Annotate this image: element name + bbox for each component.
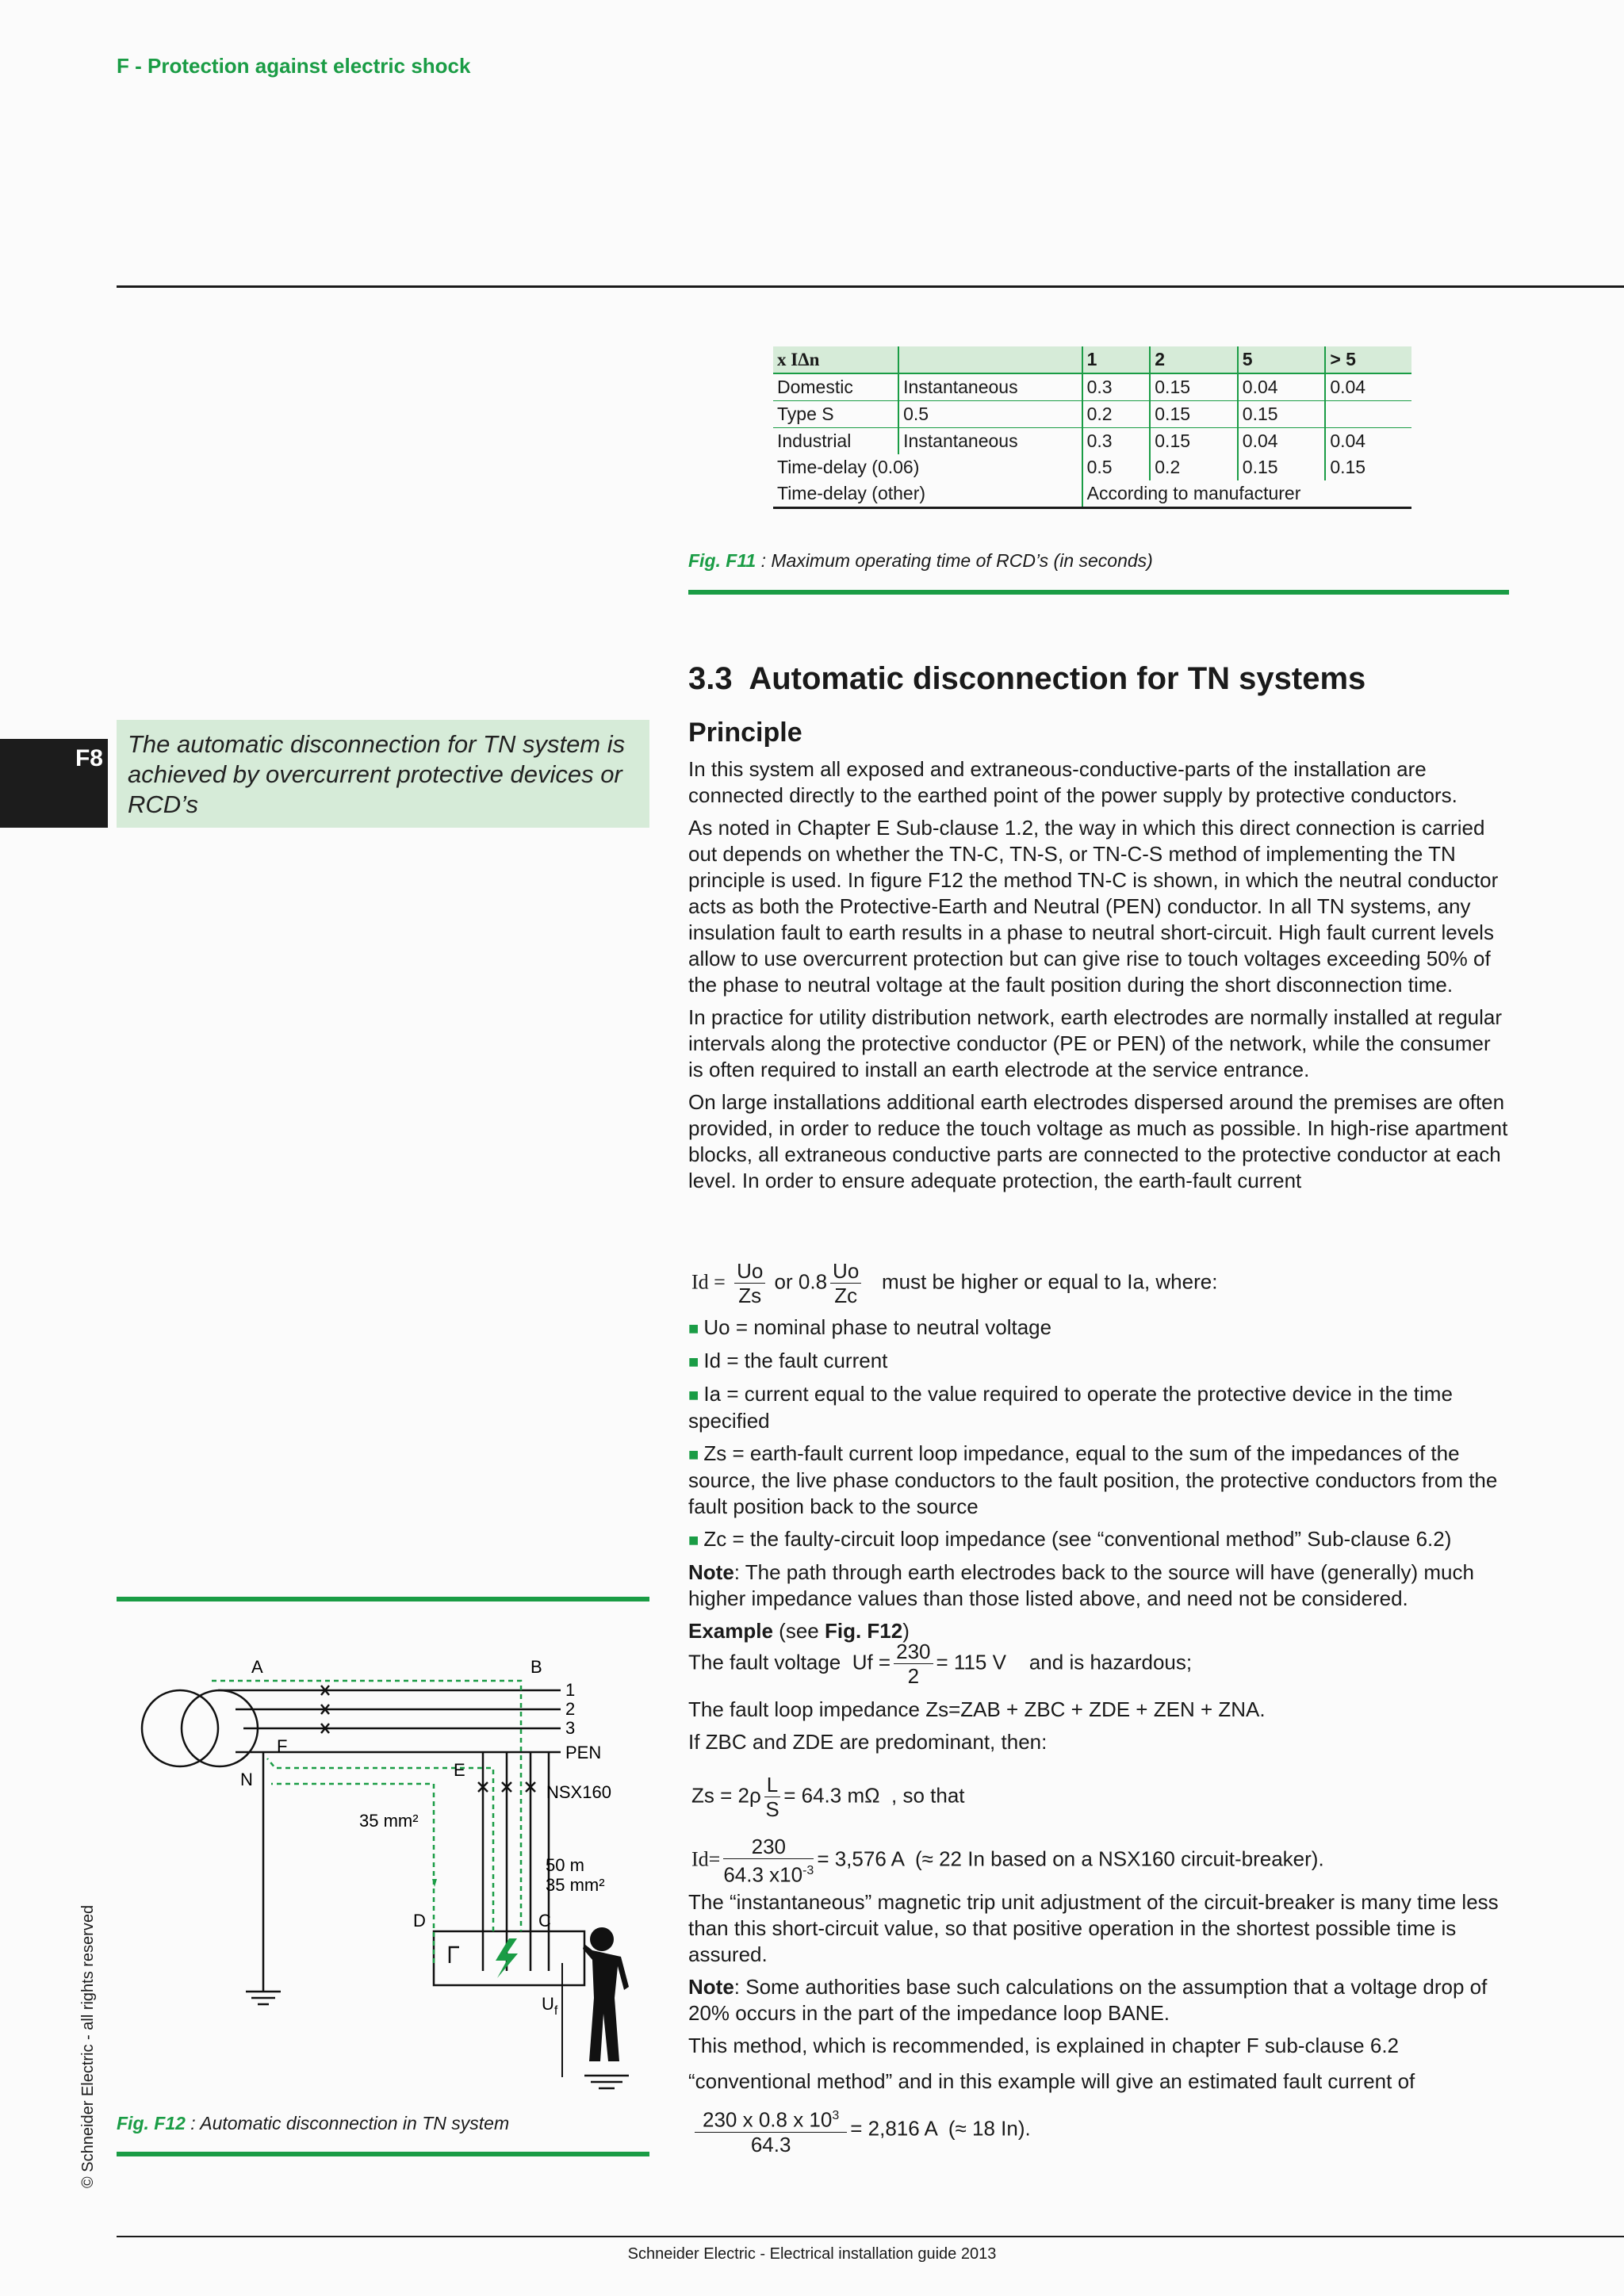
label-uf: $U_f$ [542,1994,558,2018]
table-row [773,401,1411,428]
table-cell: According to manufacturer [1082,480,1411,508]
label-c: C [538,1911,551,1931]
fig-f11-rule [688,590,1509,595]
fig-f12-top-rule [117,1597,649,1601]
example-heading: Example (see Fig. F12) [688,1619,910,1643]
fault-path [450,1947,459,1963]
note: Note: Some authorities base such calculations on the assumption that a voltage drop of 20% occurs in the part of the impedance loop BANE. [688,1975,1488,2025]
table-cell: Domestic [773,373,898,401]
label-line-1: 1 [565,1680,576,1700]
table-cell: 0.15 [1150,401,1238,428]
chapter-tab: F8 [0,739,108,828]
table-cell: 0.5 [1082,454,1151,480]
copyright-notice: © Schneider Electric - all rights reserved [79,1904,97,2188]
paragraph: On large installations additional earth electrodes dispersed around the premises are often provided, in order to reduce the touch voltage as much as possible. In high-rise apartment blocks, all extraneous conductive parts are connected to the protective conductor at each level. In order to ensure adequate protection, the earth-fault current [688,1090,1508,1192]
table-cell: 0.15 [1150,373,1238,401]
label-35mm-2: 35 mm² [546,1875,605,1895]
table-cell: 0.15 [1325,454,1411,480]
label-35mm-1: 35 mm² [359,1811,419,1831]
label-50m: 50 m [546,1855,584,1875]
table-cell: Instantaneous [898,428,1082,455]
table-cell: 0.3 [1082,373,1151,401]
paragraph: “conventional method” and in this example will give an estimated fault current of [688,2069,1415,2093]
subsection-heading: Principle [688,718,802,748]
table-cell: 0.15 [1238,454,1326,480]
table-cell [1325,401,1411,428]
table-row [773,373,1411,401]
bottom-rule [117,2236,1624,2237]
definition-list [688,1314,1509,1651]
conclusion-text [688,1889,1509,2101]
label-e: E [454,1760,465,1780]
principle-text [688,756,1509,1200]
zs-formula: Zs = 2ρ $\frac{L}{S}$ = 64.3 mΩ , so that [691,1773,965,1821]
table-head-cell: 1 [1082,346,1151,373]
label-nsx160: NSX160 [546,1782,611,1802]
earth-symbol [246,1992,281,2004]
table-header-row [773,346,1411,373]
label-n: N [240,1770,253,1789]
label-pen: PEN [565,1743,602,1762]
paragraph: In practice for utility distribution network, earth electrodes are normally installed at regular intervals along the protective conductor (PE or PEN) of the network, while the consumer is often required to install an earth electrode at the service entrance. [688,1005,1503,1081]
table-head-cell: > 5 [1325,346,1411,373]
table-cell: Type S [773,401,898,428]
fig-f12-caption: Fig. F12 : Automatic disconnection in TN system [117,2113,510,2133]
table-row [773,480,1411,508]
paragraph: If ZBC and ZDE are predominant, then: [688,1730,1048,1754]
top-rule [117,285,1624,288]
tn-system-diagram [117,1649,649,2093]
table-cell: 0.3 [1082,428,1151,455]
person-icon [583,1927,629,2061]
list-item: ■ Ia = current equal to the value required to operate the protective device in the time specified [688,1381,1509,1434]
table-cell: 0.04 [1238,428,1326,455]
label-d: D [413,1911,426,1931]
page-footer: Schneider Electric - Electrical installation guide 2013 [627,2245,997,2263]
loop-impedance-text [688,1697,1509,1762]
fault-flash-icon [496,1938,518,1978]
label-a: A [251,1657,263,1677]
table-cell: 0.04 [1325,373,1411,401]
rcd-time-table [773,346,1411,509]
label-b: B [530,1657,542,1677]
note: Note: The path through earth electrodes back to the source will have (generally) much higher impedance values than those listed above, and need not be considered. [688,1560,1474,1610]
fault-voltage-formula: The fault voltage Uf = $\frac{230}{2}$ = 115 V and is hazardous; [688,1640,1193,1688]
table-cell: 0.15 [1150,428,1238,455]
paragraph: In this system all exposed and extraneous-conductive-parts of the installation are connected directly to the earthed point of the power supply by protective conductors. [688,757,1457,807]
fig-f11-caption: Fig. F11 : Maximum operating time of RCD’s (in seconds) [688,550,1153,571]
table-cell: 0.5 [898,401,1082,428]
label-f: F [277,1736,288,1756]
table-cell: Instantaneous [898,373,1082,401]
table-cell: 0.15 [1238,401,1326,428]
fault-current-formula: Id = $\frac{Uo}{Zs}$ or 0.8 $\frac{Uo}{Zc}$ must be higher or equal to Ia, where: [691,1259,1218,1307]
paragraph: The “instantaneous” magnetic trip unit adjustment of the circuit-breaker is many time less than this short-circuit value, so that positive operation in the shortest possible time is assured. [688,1890,1499,1966]
table-row [773,454,1411,480]
table-head-cell: 2 [1150,346,1238,373]
id-formula: Id= $\frac{230}{64.3 x10^{-3}}$ = 3,576 A (≈ 22 In based on a NSX160 circuit-breaker). [691,1835,1324,1887]
fig-f12-bottom-rule [117,2152,649,2156]
table-cell: Industrial [777,430,852,451]
table-head-cell: x IΔn [773,346,898,373]
list-item: ■ Uo = nominal phase to neutral voltage [688,1314,1509,1341]
paragraph: The fault loop impedance Zs=ZAB + ZBC + ZDE + ZEN + ZNA. [688,1697,1266,1721]
table-cell: 0.04 [1325,428,1411,455]
list-item: ■ Zs = earth-fault current loop impedance, equal to the sum of the impedances of the source, the live phase conductors to the fault position, the protective conductors from the fault position back to the source [688,1441,1509,1520]
section-heading: 3.3 Automatic disconnection for TN systems [688,661,1366,696]
table-cell: 0.2 [1150,454,1238,480]
side-note: The automatic disconnection for TN system is achieved by overcurrent protective devices or RCD’s [117,720,649,828]
table-cell: Time-delay (other) [773,480,1082,508]
list-item: ■ Zc = the faulty-circuit loop impedance (see “conventional method” Sub-clause 6.2) [688,1526,1509,1553]
running-head: F - Protection against electric shock [117,54,471,78]
table-cell: Time-delay (0.06) [777,457,920,477]
table-head-cell: 5 [1238,346,1326,373]
table-cell: 0.2 [1082,401,1151,428]
paragraph: This method, which is recommended, is explained in chapter F sub-clause 6.2 [688,2034,1399,2057]
paragraph: As noted in Chapter E Sub-clause 1.2, the way in which this direct connection is carried out depends on whether the TN-C, TN-S, or TN-C-S method of implementing the TN principle is used. In figure F12 the method TN-C is shown, in which the neutral conductor acts as both the Protective-Earth and Neutral (PEN) conductor. In all TN systems, any insulation fault to earth results in a phase to neutral short-circuit. High fault current levels allow to use overcurrent protection but can give rise to touch voltages exceeding 50% of the phase to neutral voltage at the fault position during the short disconnection time. [688,816,1499,997]
table-cell: 0.04 [1238,373,1326,401]
label-line-2: 2 [565,1699,576,1719]
list-item: ■ Id = the fault current [688,1348,1509,1375]
final-fault-current-formula: $\frac{230 x 0.8 x 10^3}{64.3}$ = 2,816 A (≈ 18 In). [691,2104,1031,2156]
label-line-3: 3 [565,1718,576,1738]
person-earth-icon [584,2076,629,2088]
table-row [773,428,1411,455]
table-head-cell [898,346,1082,373]
transformer-primary-coil [142,1690,218,1766]
